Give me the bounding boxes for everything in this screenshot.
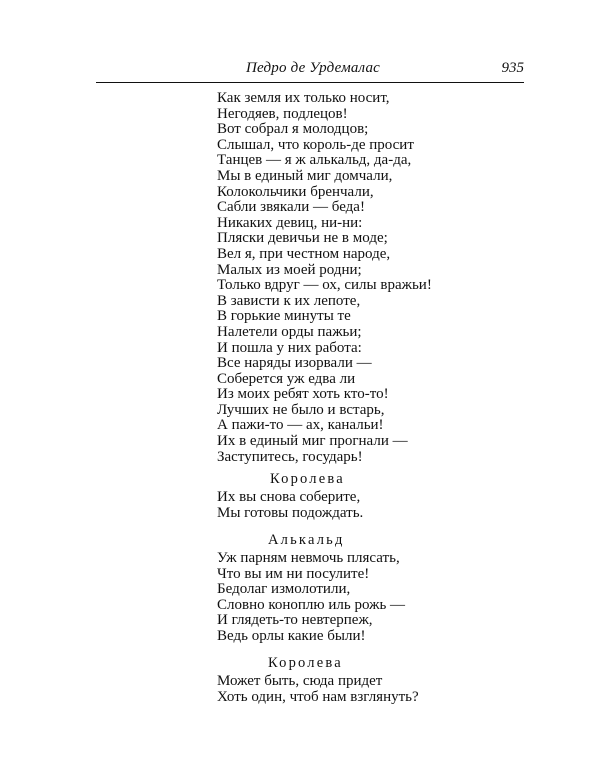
verse-line: Лучших не было и встарь, xyxy=(217,401,385,418)
page-number: 935 xyxy=(501,60,524,76)
verse-line: Как земля их только носит, xyxy=(217,90,390,106)
speaker-name: Королева xyxy=(270,471,345,487)
verse-stanza xyxy=(217,551,405,645)
verse-line: Словно коноплю иль рожь — xyxy=(217,596,406,613)
verse-line: Уж парням невмочь плясать, xyxy=(217,550,400,566)
verse-line: И пошла у них работа: xyxy=(217,339,362,356)
verse-line: Может быть, сюда придет xyxy=(217,673,383,689)
verse-line: Что вы им ни посулите! xyxy=(217,565,370,582)
verse-line: Хоть один, чтоб нам взглянуть? xyxy=(217,688,419,705)
verse-line: Все наряды изорвали — xyxy=(217,355,372,372)
verse-line: Их в единый миг прогнали — xyxy=(217,433,408,450)
running-header xyxy=(96,60,524,83)
running-title: Педро де Урдемалас xyxy=(246,60,381,76)
verse-line: Никаких девиц, ни-ни: xyxy=(217,214,363,231)
verse-line: Вот собрал я молодцов; xyxy=(217,121,369,138)
verse-line: Слышал, что король-де просит xyxy=(217,136,414,153)
verse-line: Танцев — я ж алькальд, да-да, xyxy=(217,152,412,169)
speaker-name: Алькальд xyxy=(268,532,345,548)
verse-line: Пляски девичьи не в моде; xyxy=(217,230,388,247)
verse-stanza xyxy=(217,91,432,465)
verse-line: Мы готовы подождать. xyxy=(217,504,364,521)
verse-line: Их вы снова соберите, xyxy=(217,489,361,505)
verse-line: В горькие минуты те xyxy=(217,308,351,325)
verse-line: В зависти к их лепоте, xyxy=(217,292,361,309)
verse-line: Только вдруг — ох, силы вражьи! xyxy=(217,277,432,294)
speaker-name: Королева xyxy=(268,655,343,671)
verse-line: Заступитесь, государь! xyxy=(217,448,363,465)
verse-line: Вел я, при честном народе, xyxy=(217,245,391,262)
verse-line: Из моих ребят хоть кто-то! xyxy=(217,386,389,403)
verse-line: Налетели орды пажьи; xyxy=(217,323,362,340)
verse-line: Сабли звякали — беда! xyxy=(217,199,365,216)
verse-line: Бедолаг измолотили, xyxy=(217,581,351,598)
verse-stanza xyxy=(217,490,363,521)
verse-line: Соберется уж едва ли xyxy=(217,370,356,387)
verse-line: Колокольчики бренчали, xyxy=(217,183,374,200)
verse-line: И глядеть-то невтерпеж, xyxy=(217,612,373,629)
verse-stanza xyxy=(217,674,419,705)
verse-line: Негодяев, подлецов! xyxy=(217,105,348,122)
verse-line: Мы в единый миг домчали, xyxy=(217,167,393,184)
verse-line: Ведь орлы какие были! xyxy=(217,627,366,644)
verse-line: А пажи-то — ах, канальи! xyxy=(217,417,384,434)
verse-line: Малых из моей родни; xyxy=(217,261,362,278)
